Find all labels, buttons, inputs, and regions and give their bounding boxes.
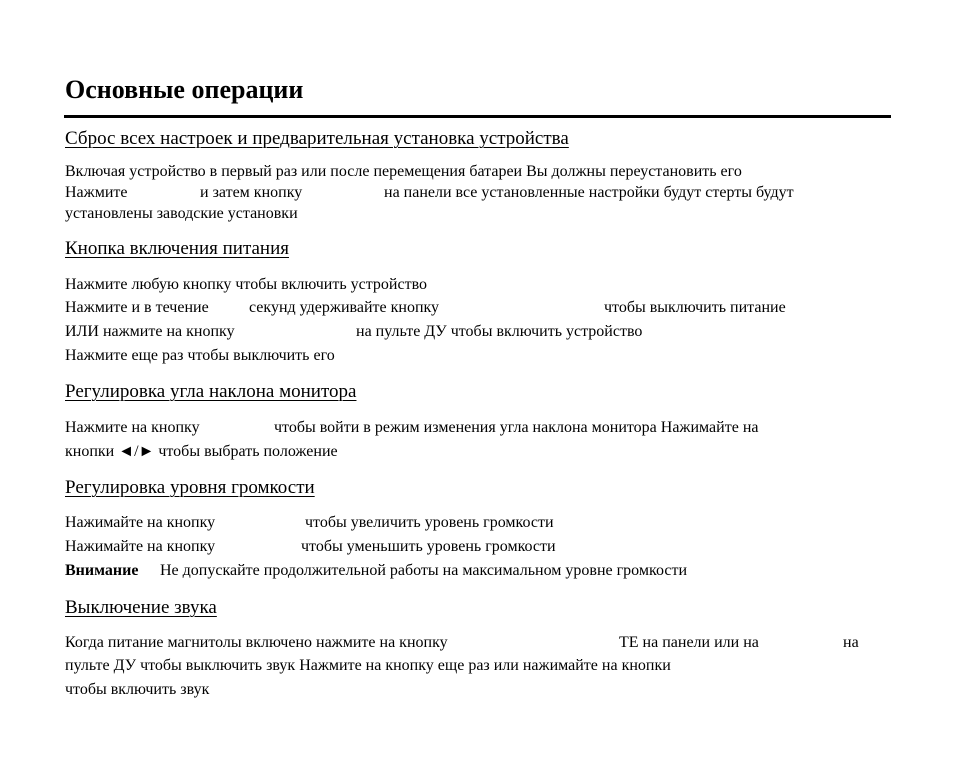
tilt-line-1a: Нажмите на кнопку [65, 419, 200, 436]
volume-line-2a: Нажимайте на кнопку [65, 538, 216, 555]
power-line-1: Нажмите любую кнопку чтобы включить устройство [65, 276, 428, 293]
title-divider [64, 115, 891, 118]
mute-line-1c: на [843, 634, 859, 651]
mute-line-3: чтобы включить звук [65, 681, 210, 698]
power-line-2c: чтобы выключить питание [604, 299, 786, 316]
page-title: Основные операции [65, 75, 304, 104]
tilt-line-2: кнопки ◄/► чтобы выбрать положение [65, 443, 338, 460]
power-line-2b: секунд удерживайте кнопку [249, 299, 440, 316]
section-heading-power: Кнопка включения питания [65, 238, 289, 259]
volume-warning-text: Не допускайте продолжительной работы на максимальном уровне громкости [160, 562, 688, 579]
section-heading-reset: Сброс всех настроек и предварительная установка устройства [65, 128, 569, 149]
volume-line-2b: чтобы уменьшить уровень громкости [301, 538, 556, 555]
volume-line-1a: Нажимайте на кнопку [65, 514, 216, 531]
power-line-4: Нажмите еще раз чтобы выключить его [65, 347, 335, 364]
mute-line-1b: TE на панели или на [619, 634, 759, 651]
power-line-3a: ИЛИ нажмите на кнопку [65, 323, 235, 340]
volume-warning-label: Внимание [65, 562, 139, 579]
volume-line-1b: чтобы увеличить уровень громкости [305, 514, 554, 531]
mute-line-1a: Когда питание магнитолы включено нажмите на кнопку [65, 634, 448, 651]
power-line-2a: Нажмите и в течение [65, 299, 209, 316]
tilt-line-1b: чтобы войти в режим изменения угла наклона монитора Нажимайте на [274, 419, 759, 436]
reset-line-3: установлены заводские установки [65, 205, 298, 222]
section-heading-volume: Регулировка уровня громкости [65, 477, 315, 498]
reset-line-1: Включая устройство в первый раз или после перемещения батареи Вы должны переустановить его [65, 163, 742, 180]
reset-line-2b: и затем кнопку [200, 184, 303, 201]
mute-line-2: пульте ДУ чтобы выключить звук Нажмите на кнопку еще раз или нажимайте на кнопки [65, 657, 671, 674]
reset-line-2a: Нажмите [65, 184, 128, 201]
section-heading-mute: Выключение звука [65, 597, 217, 618]
reset-line-2c: на панели все установленные настройки будут стерты будут [384, 184, 794, 201]
power-line-3b: на пульте ДУ чтобы включить устройство [356, 323, 643, 340]
section-heading-tilt: Регулировка угла наклона монитора [65, 381, 357, 402]
